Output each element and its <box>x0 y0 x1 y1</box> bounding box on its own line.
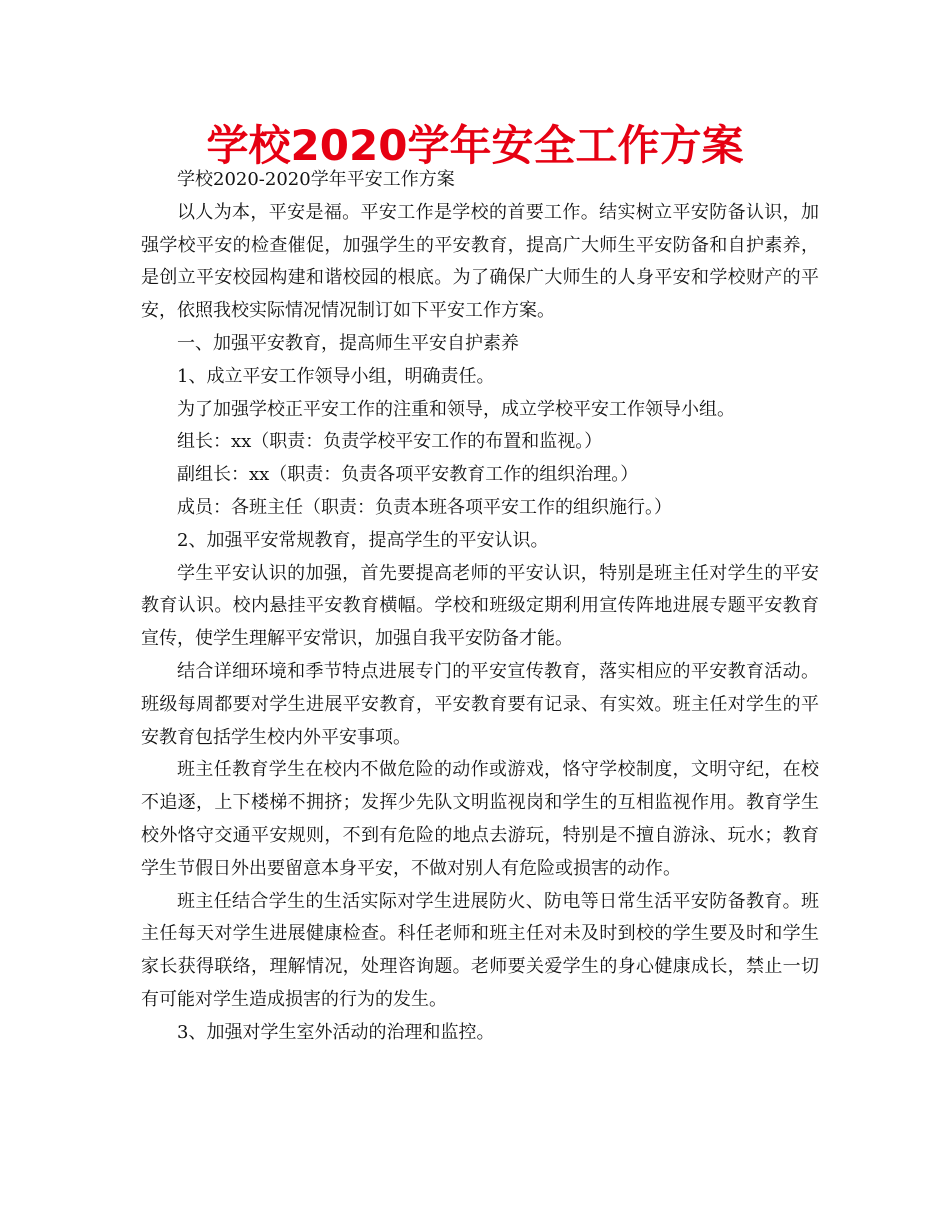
paragraph: 班主任教育学生在校内不做危险的动作或游戏，恪守学校制度，文明守纪，在校不追逐，上下楼梯不拥挤；发挥少先队文明监视岗和学生的互相监视作用。教育学生校外恪守交通平安规则，不到有危险的地点去游玩，特别是不擅自游泳、玩水；教育学生节假日外出要留意本身平安，不做对别人有危险或损害的动作。 <box>141 759 819 879</box>
document-body <box>141 164 819 1050</box>
section-heading: 一、加强平安教育，提高师生平安自护素养 <box>177 332 519 354</box>
subsection-heading: 1、成立平安工作领导小组，明确责任。 <box>177 365 495 387</box>
paragraph: 班主任结合学生的生活实际对学生进展防火、防电等日常生活平安防备教育。班主任每天对学生进展健康检查。科任老师和班主任对未及时到校的学生要及时和学生家长获得联络，理解情况，处理咨询题。老师要关爱学生的身心健康成长，禁止一切有可能对学生造成损害的行为的发生。 <box>141 890 819 1010</box>
paragraph: 学生平安认识的加强，首先要提高老师的平安认识，特别是班主任对学生的平安教育认识。校内悬挂平安教育横幅。学校和班级定期利用宣传阵地进展专题平安教育宣传，使学生理解平安常识，加强自我平安防备才能。 <box>141 562 819 650</box>
paragraph: 以人为本，平安是福。平安工作是学校的首要工作。结实树立平安防备认识，加强学校平安的检查催促，加强学生的平安教育，提高广大师生平安防备和自护素养，是创立平安校园构建和谐校园的根底。为了确保广大师生的人身平安和学校财产的平安，依照我校实际情况情况制订如下平安工作方案。 <box>141 201 819 322</box>
paragraph: 成员：各班主任（职责：负责本班各项平安工作的组织施行。） <box>177 496 672 518</box>
document-title: 学校2020学年安全工作方案 <box>206 121 744 170</box>
subsection-heading: 3、加强对学生室外活动的治理和监控。 <box>177 1021 495 1043</box>
paragraph: 为了加强学校正平安工作的注重和领导，成立学校平安工作领导小组。 <box>177 398 735 420</box>
paragraph: 副组长：xx（职责：负责各项平安教育工作的组织治理。） <box>177 464 639 486</box>
paragraph: 组长：xx（职责：负责学校平安工作的布置和监视。） <box>177 431 603 453</box>
paragraph: 学校2020-2020学年平安工作方案 <box>177 169 455 190</box>
paragraph: 结合详细环境和季节特点进展专门的平安宣传教育，落实相应的平安教育活动。班级每周都要对学生进展平安教育，平安教育要有记录、有实效。班主任对学生的平安教育包括学生校内外平安事项。 <box>141 660 819 748</box>
subsection-heading: 2、加强平安常规教育，提高学生的平安认识。 <box>177 529 549 551</box>
